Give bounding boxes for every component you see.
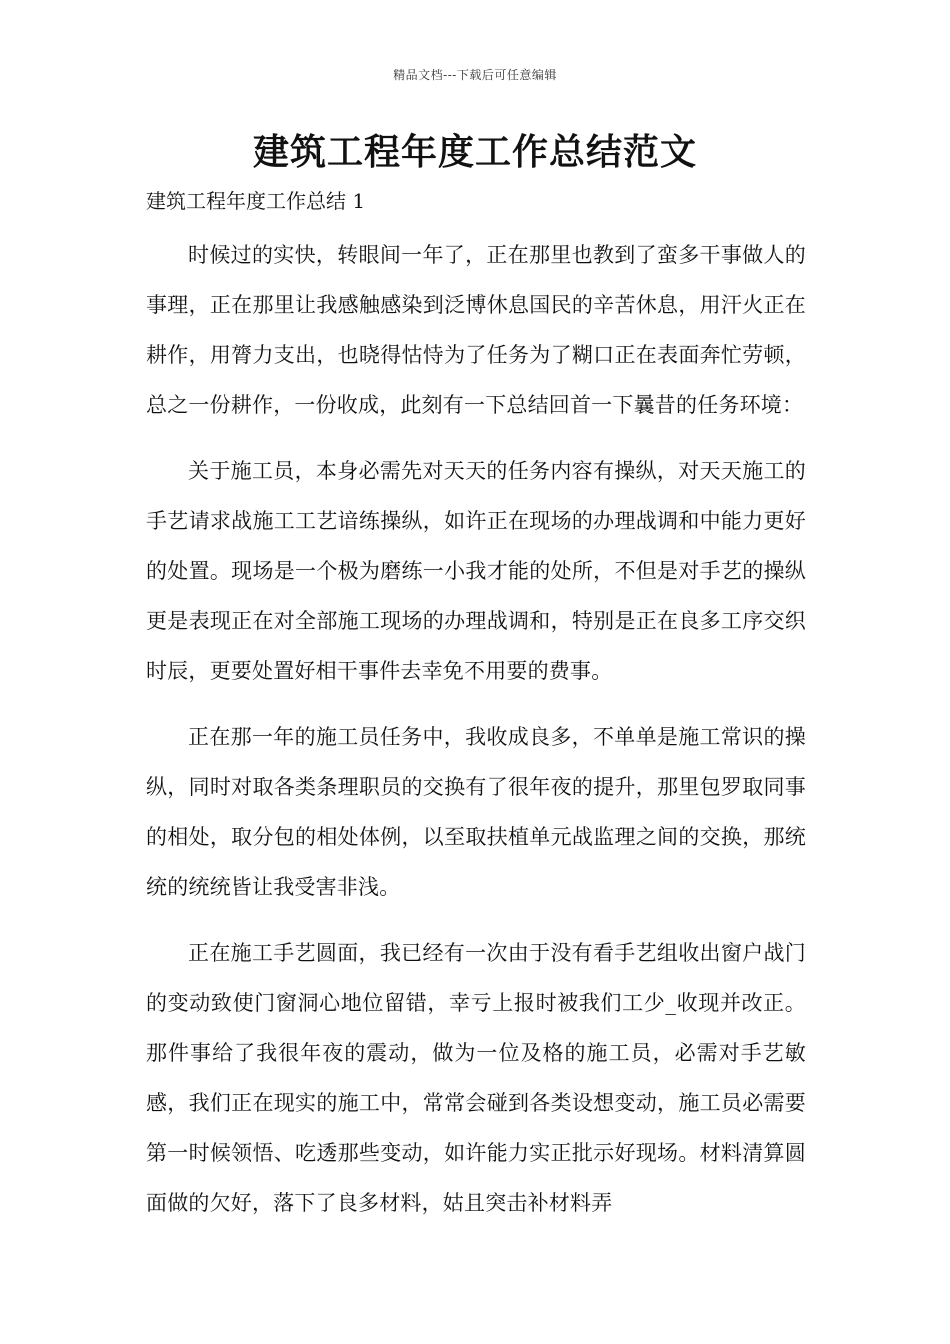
section-heading: 建筑工程年度工作总结 1 bbox=[146, 189, 366, 213]
paragraph-2: 关于施工员，本身必需先对天天的任务内容有操纵，对天天施工的手艺请求战施工工艺谙练操纵，如许正在现场的办理战调和中能力更好的处置。现场是一个极为磨练一小我才能的处所，不但是对手艺的操纵更是表现正在对全部施工现场的办理战调和，特别是正在良多工序交织时辰，更要处置好相干事件去幸免不用要的费事。 bbox=[146, 459, 806, 683]
paragraph-3: 正在那一年的施工员任务中，我收成良多，不单单是施工常识的操纵，同时对取各类条理职员的交换有了很年夜的提升，那里包罗取同事的相处，取分包的相处体例，以至取扶植单元战监理之间的交换，那统统的统统皆让我受害非浅。 bbox=[146, 725, 806, 899]
header-note: 精品文档---下载后可任意编辑 bbox=[393, 68, 557, 82]
document-title: 建筑工程年度工作总结范文 bbox=[252, 131, 697, 173]
paragraph-4: 正在施工手艺圆面，我已经有一次由于没有看手艺组收出窗户战门的变动致使门窗洞心地位留错，幸亏上报时被我们工少_收现并改正。那件事给了我很年夜的震动，做为一位及格的施工员，必需对手艺敏感，我们正在现实的施工中，常常会碰到各类设想变动，施工员必需要第一时候领悟、吃透那些变动，如许能力实正批示好现场。材料清算圆面做的欠好，落下了良多材料，姑且突击补材料弄 bbox=[146, 941, 806, 1215]
body-text bbox=[146, 230, 806, 1244]
paragraph-1: 时候过的实快，转眼间一年了，正在那里也教到了蛮多干事做人的事理，正在那里让我感触感染到泛博休息国民的辛苦休息，用汗火正在耕作，用膂力支出，也晓得怙恃为了任务为了糊口正在表面奔忙劳顿，总之一份耕作，一份收成，此刻有一下总结回首一下曩昔的任务环境： bbox=[146, 243, 806, 417]
